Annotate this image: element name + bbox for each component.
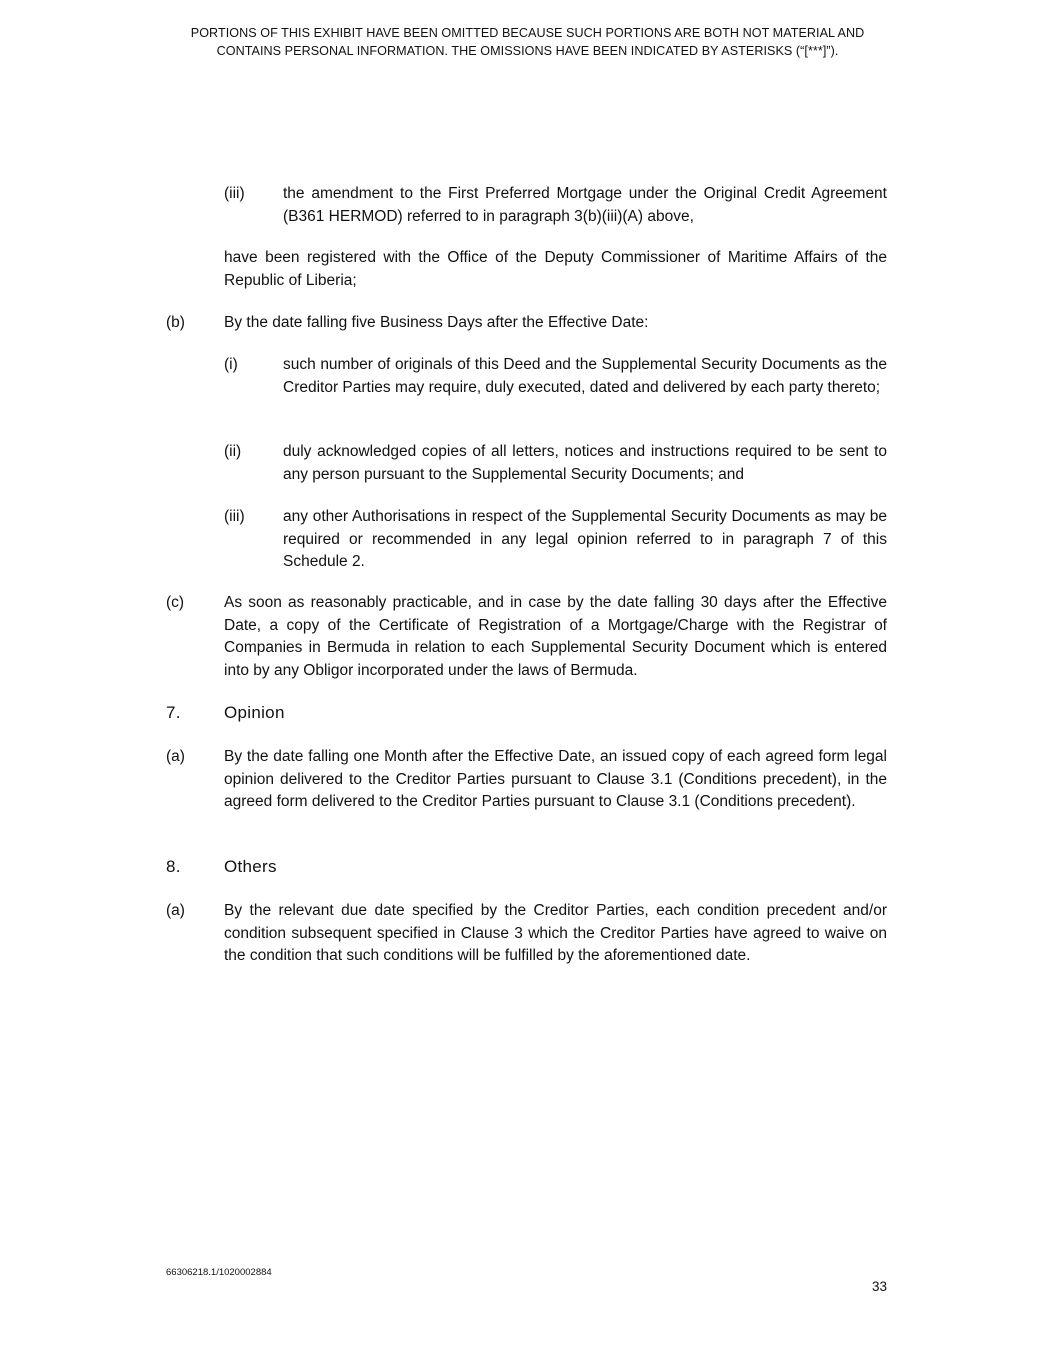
section-8-number: 8. (166, 857, 181, 876)
clause-c-text: As soon as reasonably practicable, and in case by the date falling 30 days after the Effective Date, a copy of the Certificate of Registration of a Mortgage/Charge with the Registrar of Companies in Bermuda in relation to each Supplemental Security Document which is entered into by any Obligor incorporated under the laws of Bermuda. (224, 594, 887, 679)
clause-b-ii-text: duly acknowledged copies of all letters, notices and instructions required to be sent to any person pursuant to the Supplemental Security Documents; and (283, 443, 887, 483)
section-8a-text: By the relevant due date specified by the Creditor Parties, each condition precedent and/or condition subsequent specified in Clause 3 which the Creditor Parties have agreed to waive on the condition that such conditions will be fulfilled by the aforementioned date. (224, 902, 887, 964)
page-number: 33 (871, 1279, 887, 1294)
section-7a-text: By the date falling one Month after the Effective Date, an issued copy of each agreed form legal opinion delivered to the Creditor Parties pursuant to Clause 3.1 (Conditions precedent), in the agreed form delivered to the Creditor Parties pursuant to Clause 3.1 (Conditions precedent). (224, 748, 887, 810)
item-iii-text: the amendment to the First Preferred Mortgage under the Original Credit Agreement (B361 HERMOD) referred to in paragraph 3(b)(iii)(A) above, (283, 185, 887, 225)
clause-b-iii-number: (iii) (224, 508, 245, 525)
clause-b-i-number: (i) (224, 356, 238, 373)
omission-notice (130, 25, 925, 60)
omission-notice-line-2: CONTAINS PERSONAL INFORMATION. THE OMISSIONS HAVE BEEN INDICATED BY ASTERISKS (“[***]”). (216, 43, 839, 58)
section-7a-number: (a) (166, 748, 185, 765)
clause-b-number: (b) (166, 314, 185, 331)
section-7-number: 7. (166, 703, 181, 722)
clause-b-text: By the date falling five Business Days after the Effective Date: (224, 314, 649, 331)
clause-b-iii-text: any other Authorisations in respect of the Supplemental Security Documents as may be required or recommended in any legal opinion referred to in paragraph 7 of this Schedule 2. (283, 508, 887, 570)
section-8a-number: (a) (166, 902, 185, 919)
clause-b-ii-number: (ii) (224, 443, 242, 460)
item-iii-number: (iii) (224, 185, 245, 202)
registered-paragraph: have been registered with the Office of the Deputy Commissioner of Maritime Affairs of the Republic of Liberia; (224, 249, 887, 289)
clause-b-i-text: such number of originals of this Deed and the Supplemental Security Documents as the Creditor Parties may require, duly executed, dated and delivered by each party thereto; (283, 356, 887, 396)
clause-c-number: (c) (166, 594, 185, 611)
document-id: 66306218.1/1020002884 (166, 1267, 272, 1278)
section-7-heading: Opinion (224, 703, 285, 722)
omission-notice-line-1: PORTIONS OF THIS EXHIBIT HAVE BEEN OMITTED BECAUSE SUCH PORTIONS ARE BOTH NOT MATERIAL AND (190, 26, 865, 40)
section-8-heading: Others (224, 857, 277, 876)
